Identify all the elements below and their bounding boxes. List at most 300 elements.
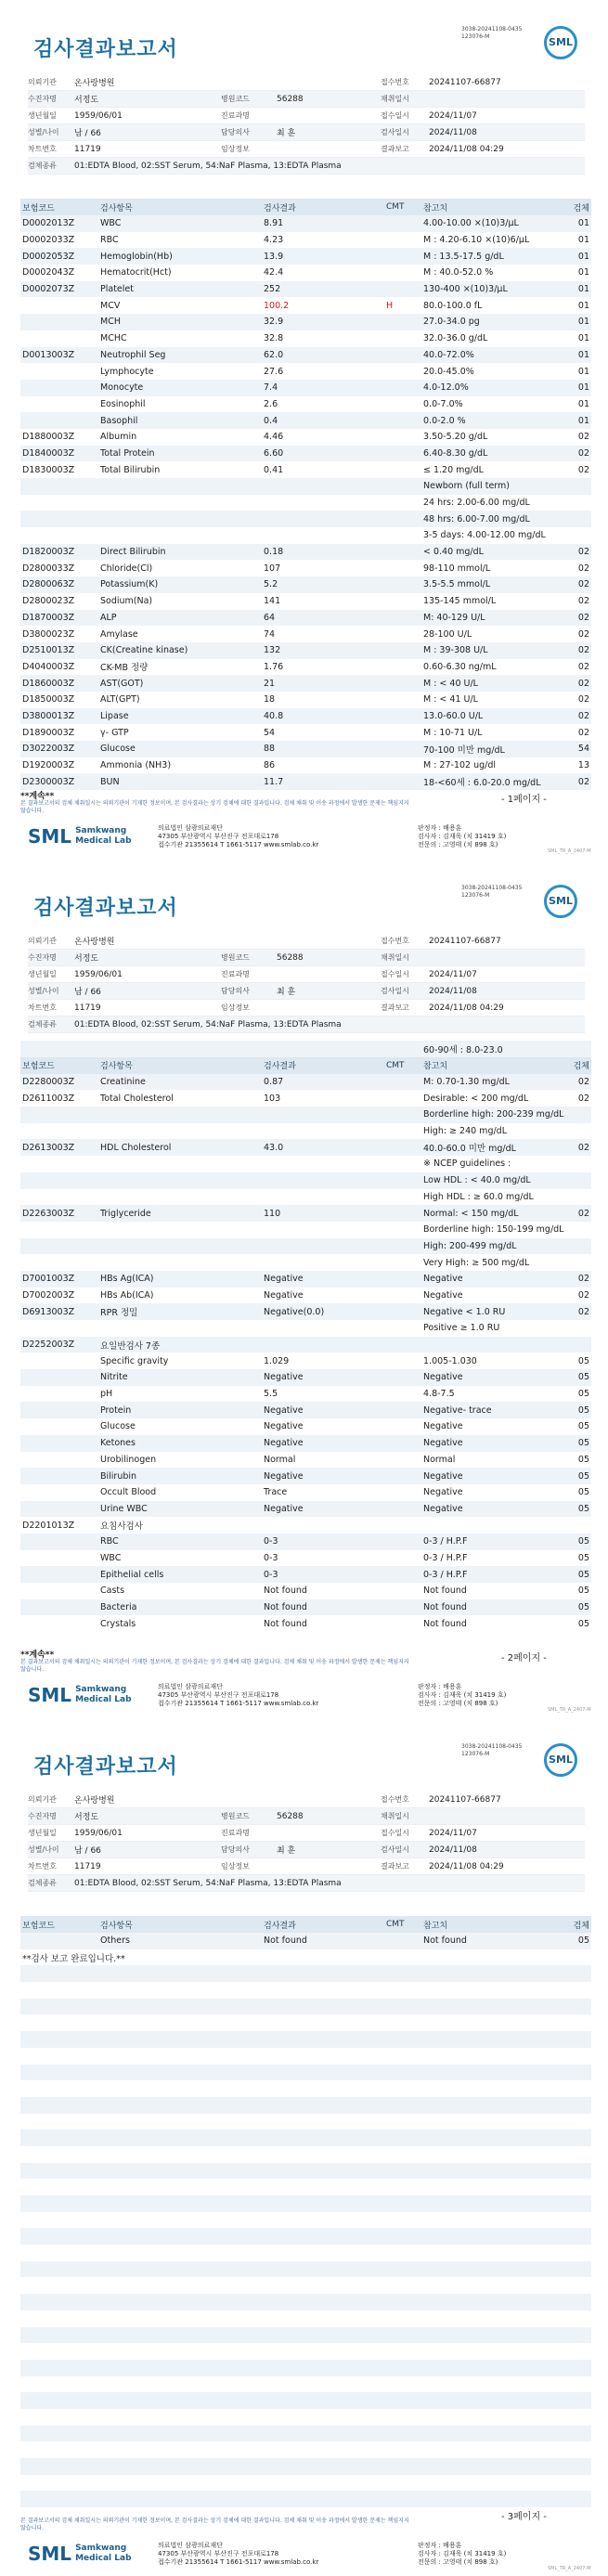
cell-specimen: 05 [577, 1470, 589, 1482]
cell-ref: 98-110 mmol/L [423, 563, 491, 574]
empty-row [20, 1999, 591, 2015]
table-row [20, 692, 591, 708]
table-header [20, 1057, 591, 1074]
cell-specimen: 02 [577, 776, 589, 787]
empty-row [20, 2343, 591, 2360]
empty-row [20, 2048, 591, 2065]
cell-ref: Borderline high: 200-239 mg/dL [423, 1109, 564, 1120]
table-row [20, 1238, 591, 1255]
cell-ref: 1.005-1.030 [423, 1355, 477, 1366]
cell-result: 42.4 [264, 267, 284, 278]
value-org: 온사랑병원 [74, 79, 115, 88]
cell-specimen: 02 [577, 645, 589, 656]
table-row [20, 1107, 591, 1123]
cell-ref: 40.0-60.0 미만 mg/dL [423, 1144, 516, 1155]
cell-code: D7002003Z [22, 1289, 75, 1301]
cell-item: Glucose [100, 1421, 136, 1432]
cell-specimen: 02 [577, 727, 589, 738]
cell-item: Monocyte [100, 382, 144, 394]
col-specimen: 검체 [573, 203, 589, 214]
cell-result: Negative [264, 1372, 304, 1383]
table-row [20, 1418, 591, 1435]
empty-row [20, 2080, 591, 2097]
value-receipt: 20241107-66877 [429, 936, 501, 946]
empty-row [20, 2179, 591, 2195]
empty-row [20, 1965, 591, 1982]
empty-row [20, 2146, 591, 2163]
col-result: 검사결과 [264, 1921, 296, 1931]
results-table [20, 199, 591, 790]
label-sexage: 성별/나이 [28, 128, 59, 136]
table-row [20, 412, 591, 429]
cell-specimen: 05 [577, 1487, 589, 1498]
results-table [20, 1041, 591, 1632]
cell-code: D0002043Z [22, 267, 75, 278]
empty-row [20, 2261, 591, 2278]
label-doctor: 담당의사 [221, 1845, 250, 1854]
cell-result: 107 [264, 563, 281, 574]
table-row [20, 1288, 591, 1304]
col-item: 검사항목 [100, 203, 133, 214]
cell-specimen: 02 [577, 447, 589, 459]
cell-ref: 0.60-6.30 ng/mL [423, 661, 497, 672]
cell-code: D1890003Z [22, 727, 75, 738]
cell-code: D1920003Z [22, 760, 75, 771]
cell-specimen: 01 [577, 235, 589, 246]
cell-item: 요일반검사 7종 [100, 1340, 161, 1352]
cell-code: D4040003Z [22, 661, 75, 672]
table-row [20, 1337, 591, 1353]
table-row [20, 675, 591, 692]
cell-item: Nitrite [100, 1372, 128, 1383]
table-row [20, 215, 591, 232]
cell-ref: M : 40.0-52.0 % [423, 267, 494, 278]
cell-ref: Not found [423, 1586, 467, 1597]
cell-result: 0.18 [264, 547, 284, 558]
cell-item: HDL Cholesterol [100, 1142, 172, 1153]
cell-item: CK(Creatine kinase) [100, 645, 188, 656]
cell-code: D2800063Z [22, 579, 75, 590]
cell-specimen: 05 [577, 1935, 589, 1947]
cell-specimen: 02 [577, 1306, 589, 1317]
doc-code: 3038-20241108-0435 123076-M [461, 885, 523, 899]
footer-r3: 전문의 : 고영태 (치 898 호) [418, 2557, 498, 2566]
value-chart: 11719 [74, 144, 101, 154]
cell-result: 103 [264, 1093, 281, 1104]
cell-code: D1840003Z [22, 447, 75, 459]
cell-ref: 0-3 / H.P.F [423, 1552, 468, 1563]
col-cmt: CMT [386, 202, 405, 212]
footer-r1: 판정자 : 배용훈 [418, 2541, 462, 2549]
cell-ref: Not found [423, 1602, 467, 1613]
cell-item: Total Bilirubin [100, 464, 161, 475]
cell-code: D3022003Z [22, 744, 75, 755]
cell-result: 62.0 [264, 349, 284, 360]
table-row [20, 1566, 591, 1583]
cell-specimen: 02 [577, 661, 589, 672]
label-doctor: 담당의사 [221, 128, 250, 136]
value-doctor: 최 훈 [277, 988, 296, 997]
cell-result: Not found [264, 1618, 307, 1629]
cell-result: 6.60 [264, 447, 284, 459]
value-specimen: 01:EDTA Blood, 02:SST Serum, 54:NaF Plasma, 13:EDTA Plasma [74, 1878, 342, 1888]
cell-ref: 0-3 / H.P.F [423, 1536, 468, 1547]
empty-row [20, 2441, 591, 2458]
cell-item: Basophil [100, 415, 138, 426]
table-row [20, 330, 591, 347]
cell-specimen: 05 [577, 1536, 589, 1547]
cell-result: Not found [264, 1935, 307, 1947]
page-number: - 1페이지 - [501, 795, 547, 805]
table-row [20, 527, 591, 544]
table-row [20, 281, 591, 298]
col-item: 검사항목 [100, 1062, 133, 1072]
value-patient: 서정도 [74, 954, 99, 964]
cell-ref: Negative [423, 1438, 463, 1449]
cell-code: D1820003Z [22, 547, 75, 558]
cell-ref: 13.0-60.0 U/L [423, 710, 484, 721]
cell-specimen: 02 [577, 596, 589, 607]
cell-specimen: 02 [577, 432, 589, 443]
cell-ref: Negative < 1.0 RU [423, 1306, 506, 1317]
cell-ref: Not found [423, 1618, 467, 1629]
table-row [20, 461, 591, 478]
cell-specimen: 01 [577, 349, 589, 360]
label-resdate: 결과보고 [381, 1003, 409, 1012]
cell-item: Albumin [100, 432, 137, 443]
table-row [20, 610, 591, 627]
footer-r2: 검사자 : 김재욱 (치 31419 호) [418, 832, 507, 840]
cell-item: Specific gravity [100, 1355, 169, 1366]
value-chart: 11719 [74, 1861, 101, 1871]
cell-item: RBC [100, 235, 119, 246]
cell-result: 18 [264, 694, 276, 705]
results-table [20, 1916, 591, 2507]
empty-row [20, 2409, 591, 2426]
empty-row [20, 2277, 591, 2294]
cell-result: 86 [264, 760, 276, 771]
cell-ref: ≤ 1.20 mg/dL [423, 464, 484, 475]
cell-ref: 27.0-34.0 pg [423, 317, 480, 328]
table-row [20, 1615, 591, 1632]
empty-row [20, 2376, 591, 2393]
value-chart: 11719 [74, 1003, 101, 1013]
cell-ref: M: 40-129 U/L [423, 612, 485, 623]
cell-ref: 135-145 mmol/L [423, 596, 497, 607]
cell-result: Negative [264, 1405, 304, 1416]
cell-result: 0.87 [264, 1077, 284, 1088]
cell-item: Ammonia (NH3) [100, 760, 172, 771]
footer-r1: 판정자 : 배용훈 [418, 823, 462, 832]
cell-specimen: 02 [577, 1274, 589, 1285]
cell-specimen: 02 [577, 694, 589, 705]
footer-addr: 47305 부산광역시 부산진구 전포대로178 [158, 832, 279, 840]
cell-ref: High: 200-499 mg/dL [423, 1240, 517, 1251]
value-doctor: 최 훈 [277, 1846, 296, 1856]
cell-item: Chloride(Cl) [100, 563, 153, 574]
cell-item: WBC [100, 1552, 122, 1563]
patient-header [28, 933, 585, 1033]
cell-specimen: 01 [577, 366, 589, 377]
footer-name1: Samkwang [75, 826, 127, 835]
table-row [20, 1189, 591, 1206]
footer-corp: 의료법인 삼광의료재단 [158, 2541, 223, 2549]
label-org: 의뢰기관 [28, 937, 57, 945]
cell-result: 13.9 [264, 251, 284, 262]
table-header [20, 1916, 591, 1933]
table-row [20, 297, 591, 314]
label-dept: 진료과명 [221, 970, 250, 978]
cell-result: Not found [264, 1586, 307, 1597]
cell-specimen: 02 [577, 1289, 589, 1301]
table-row [20, 1303, 591, 1320]
table-row [20, 347, 591, 364]
label-org: 의뢰기관 [28, 1795, 57, 1804]
value-receipt: 20241107-66877 [429, 77, 501, 87]
label-info: 임상정보 [221, 1862, 250, 1871]
cell-result: 54 [264, 727, 276, 738]
cell-result: 110 [264, 1208, 281, 1219]
cell-ref: Desirable: < 200 mg/dL [423, 1093, 529, 1104]
sml-logo-icon: SML [544, 1743, 577, 1777]
label-dept: 진료과명 [221, 1829, 250, 1837]
table-row [20, 1402, 591, 1418]
cell-ref: 130-400 ×(10)3/μL [423, 284, 508, 295]
cell-ref: 80.0-100.0 fL [423, 300, 483, 311]
cell-specimen: 13 [577, 760, 589, 771]
cell-specimen: 02 [577, 628, 589, 640]
cell-specimen: 02 [577, 710, 589, 721]
table-row [20, 1435, 591, 1452]
footer-name2: Medical Lab [75, 1695, 132, 1704]
table-row [20, 1156, 591, 1172]
table-row [20, 1468, 591, 1484]
cell-item: Eosinophil [100, 398, 146, 409]
label-chart: 차트번호 [28, 1003, 57, 1012]
label-receipt: 접수번호 [381, 937, 409, 945]
cell-ref: High: ≥ 240 mg/dL [423, 1126, 507, 1137]
cell-ref: Negative [423, 1372, 463, 1383]
report-complete: **검사 보고 완료입니다.** [22, 1953, 125, 1964]
cell-code: D0002013Z [22, 218, 75, 229]
table-row [20, 1271, 591, 1288]
cell-item: ALP [100, 612, 117, 623]
cell-item: Others [100, 1935, 130, 1947]
cell-ref: Negative- trace [423, 1405, 492, 1416]
cell-item: MCHC [100, 333, 127, 344]
cell-ref: 3.50-5.20 g/dL [423, 432, 488, 443]
cell-item: Ketones [100, 1438, 136, 1449]
cell-item: AST(GOT) [100, 678, 144, 689]
cell-item: HBs Ag(ICA) [100, 1274, 154, 1285]
cell-item: HBs Ab(ICA) [100, 1289, 154, 1301]
cell-code: D2300003Z [22, 776, 75, 787]
cell-ref: 32.0-36.0 g/dL [423, 333, 488, 344]
footer-phone: 접수기관 21355614 T 1661-5117 www.smlab.co.kr [158, 2557, 319, 2566]
table-row [20, 1501, 591, 1518]
cell-result: Negative [264, 1438, 304, 1449]
cell-code: D2263003Z [22, 1208, 75, 1219]
table-row [20, 1254, 591, 1271]
cell-specimen: 05 [577, 1503, 589, 1514]
label-org: 의뢰기관 [28, 78, 57, 86]
col-code: 보험코드 [22, 203, 55, 214]
table-row [20, 1074, 591, 1091]
cell-ref: Negative [423, 1503, 463, 1514]
col-code: 보험코드 [22, 1921, 55, 1931]
blank-rows [20, 1965, 591, 2507]
col-cmt: CMT [386, 1920, 405, 1929]
empty-row [20, 1982, 591, 1999]
label-resdate: 결과보고 [381, 145, 409, 153]
cell-result: 0-3 [264, 1552, 278, 1563]
cell-specimen: 02 [577, 1142, 589, 1153]
patient-header [28, 74, 585, 175]
footer [28, 1674, 585, 1716]
col-item: 검사항목 [100, 1921, 133, 1931]
value-patient: 서정도 [74, 1813, 99, 1822]
cell-result: 5.2 [264, 579, 278, 590]
cell-result: 74 [264, 628, 276, 640]
continued-mark: **계속** [20, 1650, 55, 1660]
cell-item: Urobilinogen [100, 1454, 157, 1465]
cell-code: D2510013Z [22, 645, 75, 656]
cell-result: 11.7 [264, 776, 284, 787]
cell-result: Negative(0.0) [264, 1306, 325, 1317]
cell-ref: 24 hrs: 2.00-6.00 mg/dL [423, 498, 530, 509]
ref-carryover: 60-90세 : 8.0-23.0 [423, 1044, 503, 1055]
empty-row [20, 2065, 591, 2081]
cell-item: Amylase [100, 628, 138, 640]
table-row [20, 1353, 591, 1369]
cell-result: 2.6 [264, 398, 278, 409]
label-sexage: 성별/나이 [28, 987, 59, 995]
cell-item: Lymphocyte [100, 366, 154, 377]
cell-ref: M : 4.20-6.10 ×(10)6/μL [423, 235, 530, 246]
label-reqdate: 채취일시 [381, 1812, 409, 1820]
col-specimen: 검체 [573, 1062, 589, 1072]
cell-result: 27.6 [264, 366, 284, 377]
empty-row [20, 2458, 591, 2475]
table-row [20, 626, 591, 642]
empty-row [20, 2426, 591, 2442]
page-title: 검사결과보고서 [33, 38, 178, 61]
cell-result: 1.029 [264, 1355, 290, 1366]
value-org: 온사랑병원 [74, 1796, 115, 1806]
cell-item: Bacteria [100, 1602, 137, 1613]
table-row [20, 495, 591, 511]
table-row [20, 1369, 591, 1386]
cell-ref: 4.00-10.00 ×(10)3/μL [423, 218, 519, 229]
table-row [20, 1452, 591, 1469]
cell-result: 141 [264, 596, 281, 607]
empty-row [20, 2228, 591, 2245]
col-cmt: CMT [386, 1060, 405, 1070]
table-row [20, 757, 591, 774]
footer-name1: Samkwang [75, 2544, 127, 2553]
doc-code: 3038-20241108-0435 123076-M [461, 26, 523, 40]
cell-specimen: 05 [577, 1421, 589, 1432]
label-resdate: 결과보고 [381, 1862, 409, 1871]
cell-ref: 6.40-8.30 g/dL [423, 447, 488, 459]
table-row [20, 363, 591, 380]
table-row [20, 232, 591, 249]
form-code: SML_TR_A_2407-M [548, 848, 591, 854]
label-recvdate: 접수일시 [381, 111, 409, 120]
report-page-2 [0, 859, 608, 1717]
label-sexage: 성별/나이 [28, 1845, 59, 1854]
cell-item: Casts [100, 1586, 125, 1597]
sml-logo-icon: SML [544, 26, 577, 59]
cell-ref: M : 10-71 U/L [423, 727, 483, 738]
cell-result: 1.76 [264, 661, 284, 672]
cell-item: Bilirubin [100, 1470, 137, 1482]
footer-name2: Medical Lab [75, 836, 132, 846]
cell-code: D0002033Z [22, 235, 75, 246]
cell-code: D2800023Z [22, 596, 75, 607]
cell-specimen: 02 [577, 1093, 589, 1104]
cell-ref: Positive ≥ 1.0 RU [423, 1323, 500, 1334]
col-result: 검사결과 [264, 203, 296, 214]
col-ref: 참고치 [423, 1921, 448, 1931]
footer-name2: Medical Lab [75, 2554, 132, 2563]
cell-specimen: 02 [577, 678, 589, 689]
cell-result: 0-3 [264, 1536, 278, 1547]
table-row [20, 1517, 591, 1534]
cell-ref: M : 39-308 U/L [423, 645, 488, 656]
footer-r3: 전문의 : 고영태 (치 898 호) [418, 840, 498, 848]
cell-specimen: 01 [577, 398, 589, 409]
cell-item: Potassium(K) [100, 579, 159, 590]
cell-code: D6913003Z [22, 1306, 75, 1317]
empty-row [20, 2311, 591, 2327]
patient-header [28, 1792, 585, 1892]
cell-item: pH [100, 1389, 113, 1400]
label-reqdate: 채취일시 [381, 953, 409, 962]
report-page-1 [0, 0, 608, 859]
cell-specimen: 01 [577, 333, 589, 344]
cell-code: D1860003Z [22, 678, 75, 689]
cell-code: D0002073Z [22, 284, 75, 295]
cell-result: Normal [264, 1454, 296, 1465]
cell-ref: ※ NCEP guidelines : [423, 1159, 511, 1170]
cell-result: 0.4 [264, 415, 278, 426]
cell-result: Negative [264, 1274, 304, 1285]
cell-ref: 0-3 / H.P.F [423, 1569, 468, 1580]
cell-ref: 70-100 미만 mg/dL [423, 744, 505, 756]
col-code: 보험코드 [22, 1062, 55, 1072]
cell-ref: Normal: < 150 mg/dL [423, 1208, 519, 1219]
cell-specimen: 05 [577, 1454, 589, 1465]
footer-name1: Samkwang [75, 1685, 127, 1694]
table-row [20, 248, 591, 265]
value-birth: 1959/06/01 [74, 969, 123, 979]
cell-ref: High HDL : ≥ 60.0 mg/dL [423, 1191, 534, 1202]
cell-specimen: 01 [577, 284, 589, 295]
table-row [20, 724, 591, 741]
value-wardcode: 56288 [277, 94, 304, 104]
value-recvdate: 2024/11/07 [429, 1828, 477, 1838]
empty-row [20, 2212, 591, 2229]
cell-ref: Negative [423, 1274, 463, 1285]
cell-result: 100.2 [264, 300, 290, 311]
table-row [20, 659, 591, 676]
table-row [20, 1599, 591, 1616]
label-recvdate: 접수일시 [381, 970, 409, 978]
table-row [20, 380, 591, 396]
empty-row [20, 2245, 591, 2261]
cell-code: D1880003Z [22, 432, 75, 443]
